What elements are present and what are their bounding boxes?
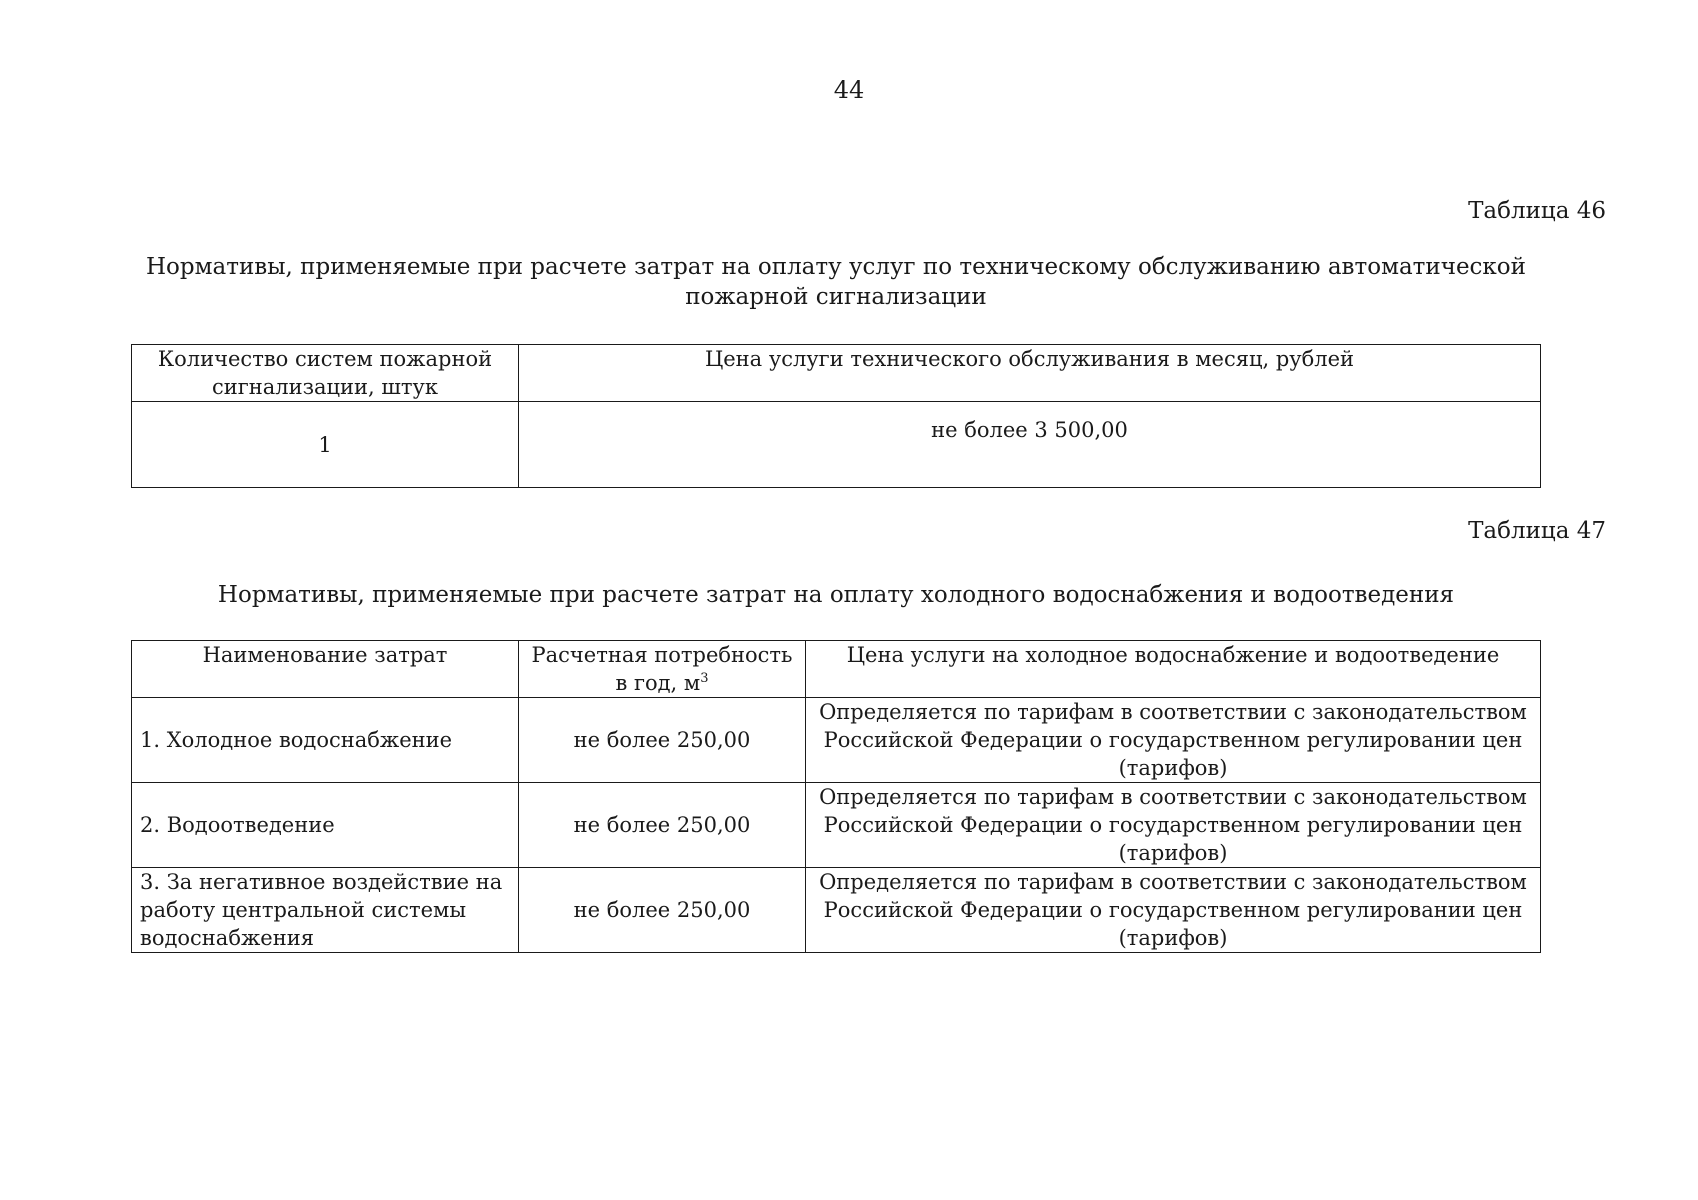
table-47-row-1-demand: не более 250,00 — [519, 698, 806, 783]
table-46-header-row — [132, 345, 1541, 402]
table-47-row-3-name: 3. За негативное воздействие на работу центральной системы водоснабжения — [132, 868, 519, 953]
table-47-label: Таблица 47 — [1468, 518, 1606, 544]
table-46-cell-price: не более 3 500,00 — [519, 402, 1541, 488]
table-47-row-1-price: Определяется по тарифам в соответствии с законодательством Российской Федерации о государственном регулировании цен (тарифов) — [806, 698, 1541, 783]
table-47-row-2-demand: не более 250,00 — [519, 783, 806, 868]
table-47-header-demand-text: Расчетная потребность в год, м — [531, 643, 793, 695]
table-47-row-1-name: 1. Холодное водоснабжение — [132, 698, 519, 783]
table-row — [132, 783, 1541, 868]
table-row — [132, 402, 1541, 488]
table-47 — [131, 640, 1541, 953]
table-47-header-row — [132, 641, 1541, 698]
table-46-cell-count: 1 — [132, 402, 519, 488]
table-47-header-price: Цена услуги на холодное водоснабжение и водоотведение — [806, 641, 1541, 698]
table-47-header-demand-exponent: 3 — [700, 671, 709, 686]
table-47-header-demand — [519, 641, 806, 698]
table-46-header-price: Цена услуги технического обслуживания в месяц, рублей — [519, 345, 1541, 402]
table-47-header-name: Наименование затрат — [132, 641, 519, 698]
table-row — [132, 868, 1541, 953]
table-47-row-2-name: 2. Водоотведение — [132, 783, 519, 868]
table-47-row-2-price: Определяется по тарифам в соответствии с законодательством Российской Федерации о государственном регулировании цен (тарифов) — [806, 783, 1541, 868]
page-number: 44 — [833, 76, 865, 104]
table-46-header-count: Количество систем пожарной сигнализации, штук — [132, 345, 519, 402]
table-46-label: Таблица 46 — [1468, 198, 1606, 224]
table-46 — [131, 344, 1541, 488]
table-row — [132, 698, 1541, 783]
table-46-title: Нормативы, применяемые при расчете затрат на оплату услуг по техническому обслуживанию автоматической пожарной сигнализации — [146, 254, 1526, 310]
table-47-row-3-demand: не более 250,00 — [519, 868, 806, 953]
table-47-row-3-price: Определяется по тарифам в соответствии с законодательством Российской Федерации о государственном регулировании цен (тарифов) — [806, 868, 1541, 953]
table-47-title: Нормативы, применяемые при расчете затрат на оплату холодного водоснабжения и водоотведения — [217, 582, 1455, 608]
